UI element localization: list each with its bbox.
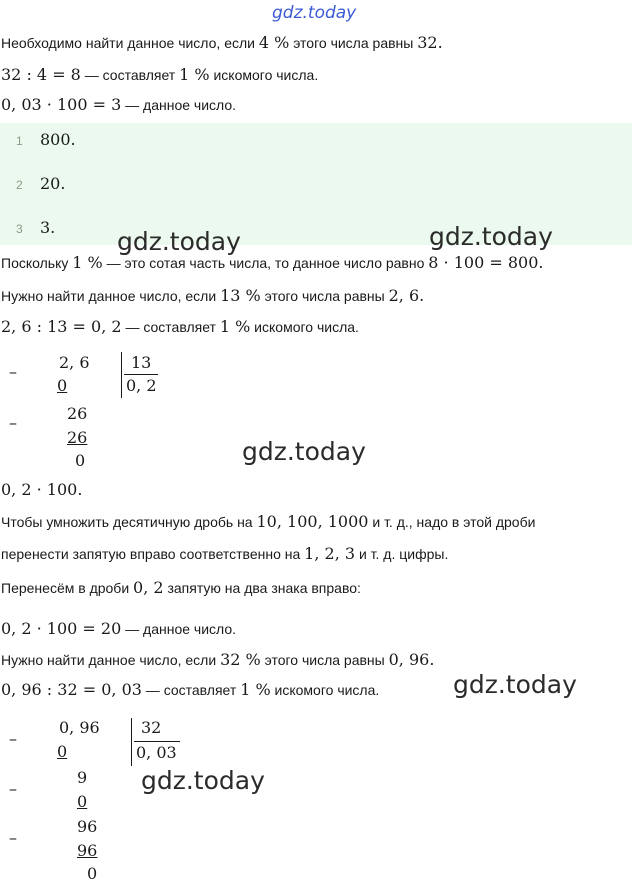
dividend: 2, 6: [59, 353, 90, 372]
subtrahend: 0: [57, 376, 68, 395]
solution-line-6: 0, 96 : 32 = 0, 03 — составляет 1 % искомого числа.: [1, 680, 380, 699]
remainder: 26: [67, 404, 88, 423]
remainder: 0: [75, 451, 86, 470]
minus-sign: –: [9, 828, 17, 847]
divisor: 32: [141, 718, 162, 737]
subtrahend: 0: [77, 792, 88, 811]
watermark: gdz.today: [141, 766, 265, 795]
solution-line-2: 0, 03 · 100 = 3 — данное число.: [1, 95, 237, 114]
solution-line-5: 0, 2 · 100 = 20 — данное число.: [1, 619, 237, 638]
minus-sign: –: [9, 779, 17, 798]
solution-line-4: 0, 2 · 100.: [1, 480, 83, 499]
divisor: 13: [131, 353, 152, 372]
problem-line-2: Нужно найти данное число, если 13 % этого числа равны 2, 6.: [1, 286, 425, 305]
watermark: gdz.today: [453, 670, 577, 699]
division-bar-horizontal: [124, 374, 158, 375]
subtrahend: 96: [77, 841, 98, 860]
quotient: 0, 2: [126, 376, 157, 395]
dividend: 0, 96: [59, 718, 100, 737]
rule-line-1: Чтобы умножить десятичную дробь на 10, 100, 1000 и т. д., надо в этой дроби: [1, 512, 536, 531]
problem-line-1: Необходимо найти данное число, если 4 % этого числа равны 32.: [1, 33, 443, 52]
minus-sign: –: [9, 413, 17, 432]
division-bar-vertical: [121, 352, 122, 398]
subtrahend: 0: [57, 742, 68, 761]
remainder: 96: [77, 817, 98, 836]
subtrahend: 26: [67, 428, 88, 447]
solution-line-1: 32 : 4 = 8 — составляет 1 % искомого числа.: [1, 65, 319, 84]
remainder: 0: [87, 864, 98, 883]
rule-line-2: перенести запятую вправо соответственно на 1, 2, 3 и т. д. цифры.: [1, 544, 449, 563]
answers-box: 1 800. 2 20. 3 3.: [0, 123, 632, 245]
watermark: gdz.today: [429, 222, 553, 251]
division-bar-horizontal: [134, 741, 180, 742]
solution-line-3: 2, 6 : 13 = 0, 2 — составляет 1 % искомого числа.: [1, 317, 359, 336]
minus-sign: –: [9, 729, 17, 748]
quotient: 0, 03: [136, 743, 177, 762]
division-bar-vertical: [131, 718, 132, 766]
problem-line-3: Нужно найти данное число, если 32 % этого числа равны 0, 96.: [1, 650, 435, 669]
rule-line-3: Перенесём в дроби 0, 2 запятую на два знака вправо:: [1, 578, 361, 597]
remainder: 9: [77, 768, 88, 787]
watermark: gdz.today: [117, 227, 241, 256]
explanation-line-1: Поскольку 1 % — это сотая часть числа, то данное число равно 8 · 100 = 800.: [1, 253, 544, 272]
site-title[interactable]: gdz.today: [272, 3, 357, 23]
watermark: gdz.today: [242, 437, 366, 466]
minus-sign: –: [9, 362, 17, 381]
